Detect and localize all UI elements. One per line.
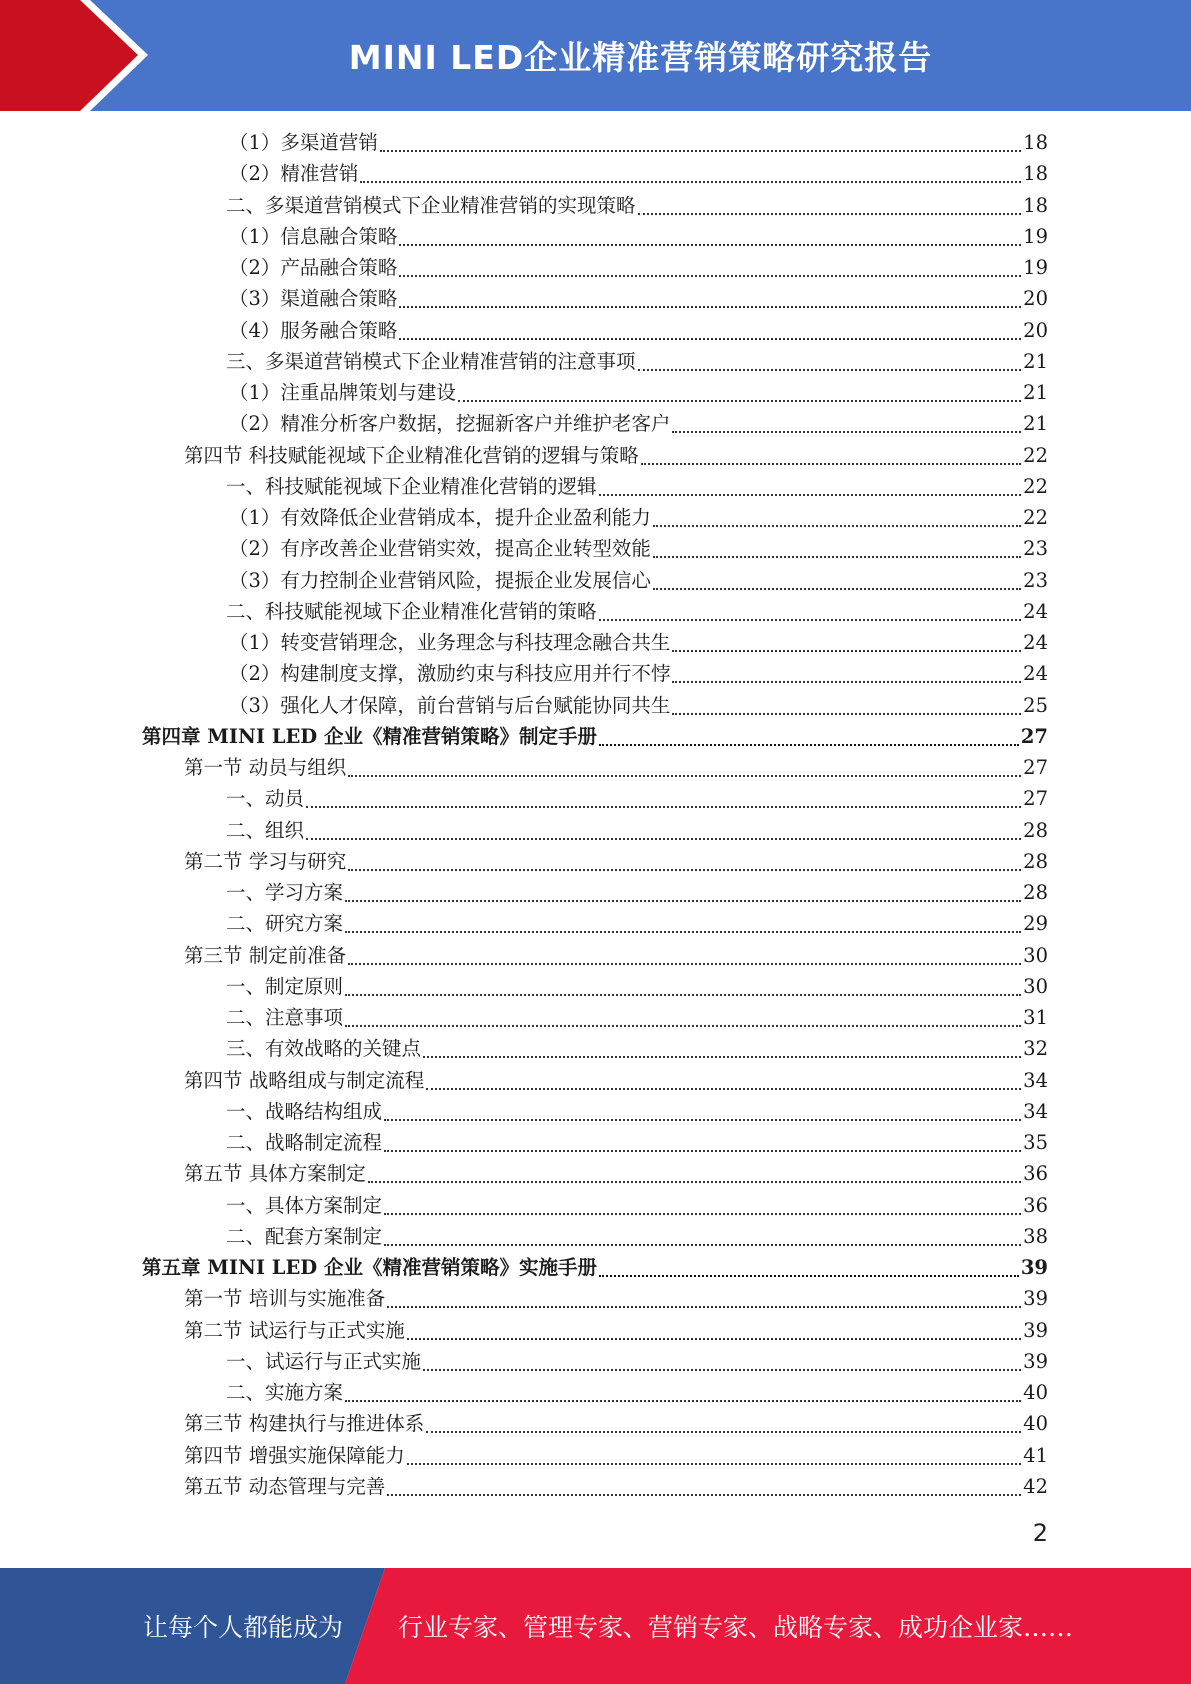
toc-entry-page: 22: [1023, 474, 1048, 498]
toc-dot-leader: [423, 1368, 1021, 1371]
toc-entry-page: 35: [1023, 1131, 1048, 1154]
toc-dot-leader: [599, 493, 1022, 496]
toc-entry-page: 31: [1023, 1006, 1048, 1029]
toc-dot-leader: [407, 1337, 1021, 1340]
report-title: MINI LED企业精准营销策略研究报告: [348, 38, 933, 77]
toc-entry-title: 第五节 具体方案制定: [184, 1162, 366, 1186]
toc-entry-page: 23: [1023, 568, 1048, 592]
toc-entry[interactable]: [229, 690, 1048, 721]
toc-entry[interactable]: [226, 471, 1048, 502]
toc-entry[interactable]: [142, 1252, 1048, 1283]
header-red-arrow: [0, 0, 138, 111]
toc-entry[interactable]: [184, 1408, 1048, 1439]
toc-entry[interactable]: [229, 533, 1048, 564]
toc-entry-page: 21: [1023, 412, 1048, 436]
toc-entry[interactable]: [226, 877, 1048, 908]
toc-dot-leader: [423, 1055, 1021, 1058]
toc-entry-title: 一、具体方案制定: [226, 1193, 383, 1217]
toc-entry[interactable]: [184, 1065, 1048, 1096]
toc-entry-page: 40: [1023, 1381, 1048, 1404]
toc-entry[interactable]: [184, 1315, 1048, 1346]
toc-entry[interactable]: [229, 127, 1048, 158]
toc-entry[interactable]: [229, 408, 1048, 439]
toc-entry-page: 42: [1023, 1474, 1048, 1498]
toc-entry[interactable]: [226, 815, 1048, 846]
toc-entry[interactable]: [229, 158, 1048, 189]
toc-entry-page: 18: [1023, 193, 1048, 217]
toc-entry[interactable]: [184, 1471, 1048, 1502]
toc-entry-title: 三、多渠道营销模式下企业精准营销的注意事项: [226, 349, 636, 373]
toc-entry-page: 30: [1023, 974, 1048, 998]
toc-entry-title: 第四节 战略组成与制定流程: [184, 1068, 425, 1092]
toc-entry-title: 第二节 学习与研究: [184, 849, 347, 873]
toc-entry[interactable]: [184, 846, 1048, 877]
report-header: [0, 0, 1191, 111]
toc-dot-leader: [458, 399, 1021, 402]
toc-entry[interactable]: [226, 1096, 1048, 1127]
toc-dot-leader: [348, 774, 1021, 777]
toc-entry[interactable]: [184, 1158, 1048, 1189]
toc-entry-title: 二、注意事项: [226, 1006, 344, 1029]
toc-entry-title: （2）精准分析客户数据，挖掘新客户并维护老客户: [229, 412, 671, 436]
toc-entry[interactable]: [229, 502, 1048, 533]
toc-dot-leader: [306, 805, 1021, 808]
toc-dot-leader: [672, 680, 1021, 683]
toc-entry-page: 29: [1023, 912, 1048, 936]
report-footer: [0, 1568, 1191, 1684]
toc-entry-title: 二、配套方案制定: [226, 1224, 383, 1248]
toc-dot-leader: [653, 555, 1021, 558]
toc-dot-leader: [638, 368, 1022, 371]
toc-entry-title: 第五节 动态管理与完善: [184, 1474, 386, 1498]
toc-dot-leader: [407, 1462, 1021, 1465]
toc-entry[interactable]: [226, 783, 1048, 814]
toc-entry-page: 21: [1023, 381, 1048, 404]
toc-entry-page: 21: [1023, 349, 1048, 373]
toc-entry-page: 23: [1023, 537, 1048, 561]
toc-entry-title: （4）服务融合策略: [229, 318, 398, 342]
toc-entry-page: 28: [1023, 849, 1048, 873]
toc-dot-leader: [380, 149, 1021, 152]
toc-entry-page: 19: [1023, 256, 1048, 279]
toc-entry-page: 34: [1023, 1099, 1048, 1123]
toc-dot-leader: [641, 462, 1021, 465]
toc-dot-leader: [399, 305, 1021, 308]
toc-dot-leader: [345, 1024, 1021, 1027]
toc-entry[interactable]: [226, 596, 1048, 627]
toc-dot-leader: [672, 712, 1021, 715]
toc-entry[interactable]: [229, 377, 1048, 408]
toc-entry-title: 一、战略结构组成: [226, 1099, 383, 1123]
toc-entry-page: 39: [1023, 1287, 1048, 1311]
toc-entry-page: 19: [1023, 224, 1048, 248]
toc-entry[interactable]: [184, 752, 1048, 783]
toc-entry-page: 22: [1023, 443, 1048, 467]
toc-dot-leader: [653, 524, 1021, 527]
toc-entry-title: （2）构建制度支撑，激励约束与科技应用并行不悖: [229, 662, 671, 686]
toc-entry-title: 二、战略制定流程: [226, 1131, 383, 1154]
toc-dot-leader: [384, 1118, 1021, 1121]
toc-entry-title: （3）有力控制企业营销风险，提振企业发展信心: [229, 568, 651, 592]
toc-entry-page: 27: [1023, 787, 1048, 811]
toc-entry-page: 20: [1023, 318, 1048, 342]
toc-entry[interactable]: [226, 1127, 1048, 1158]
toc-entry-title: 二、多渠道营销模式下企业精准营销的实现策略: [226, 193, 636, 217]
toc-entry-title: 一、动员: [226, 787, 305, 811]
toc-entry[interactable]: [226, 346, 1048, 377]
toc-entry[interactable]: [229, 565, 1048, 596]
toc-dot-leader: [653, 587, 1021, 590]
toc-entry-title: 一、学习方案: [226, 881, 344, 904]
toc-entry[interactable]: [229, 221, 1048, 252]
toc-entry[interactable]: [229, 252, 1048, 283]
toc-entry-title: 二、组织: [226, 818, 305, 842]
toc-dot-leader: [345, 1399, 1021, 1402]
toc-dot-leader: [345, 993, 1021, 996]
toc-entry-title: 二、科技赋能视域下企业精准化营销的策略: [226, 599, 597, 623]
toc-dot-leader: [345, 899, 1021, 902]
toc-entry-title: 二、实施方案: [226, 1381, 344, 1404]
toc-entry[interactable]: [226, 1002, 1048, 1033]
toc-entry-page: 41: [1023, 1443, 1048, 1467]
toc-entry-page: 24: [1023, 599, 1048, 623]
toc-entry-page: 25: [1023, 693, 1048, 717]
toc-entry-title: 第五章 MINI LED 企业《精准营销策略》实施手册: [142, 1256, 598, 1279]
toc-entry-page: 18: [1023, 162, 1048, 186]
toc-entry-page: 39: [1020, 1256, 1048, 1279]
toc-entry-page: 22: [1023, 506, 1048, 529]
toc-entry-title: 二、研究方案: [226, 912, 344, 936]
toc-dot-leader: [360, 180, 1021, 183]
toc-entry-title: （1）注重品牌策划与建设: [229, 381, 456, 404]
toc-entry-page: 24: [1023, 662, 1048, 686]
toc-dot-leader: [387, 1493, 1021, 1496]
toc-dot-leader: [672, 649, 1021, 652]
toc-dot-leader: [368, 1180, 1021, 1183]
toc-entry[interactable]: [226, 1346, 1048, 1377]
toc-entry-page: 39: [1023, 1349, 1048, 1373]
toc-dot-leader: [348, 868, 1021, 871]
toc-entry[interactable]: [184, 440, 1048, 471]
toc-entry-title: 第二节 试运行与正式实施: [184, 1318, 405, 1342]
toc-dot-leader: [384, 1212, 1021, 1215]
toc-entry-title: （3）渠道融合策略: [229, 287, 398, 311]
toc-entry[interactable]: [226, 1033, 1048, 1064]
toc-entry-page: 27: [1020, 724, 1048, 748]
toc-entry[interactable]: [226, 971, 1048, 1002]
toc-dot-leader: [672, 430, 1021, 433]
toc-entry-title: （1）信息融合策略: [229, 224, 398, 248]
toc-entry[interactable]: [229, 315, 1048, 346]
toc-entry-page: 28: [1023, 881, 1048, 904]
toc-entry-page: 40: [1023, 1412, 1048, 1436]
toc-entry-page: 30: [1023, 943, 1048, 967]
toc-dot-leader: [599, 618, 1022, 621]
toc-dot-leader: [399, 274, 1021, 277]
toc-entry-title: 第四节 增强实施保障能力: [184, 1443, 405, 1467]
toc-dot-leader: [426, 1430, 1021, 1433]
toc-entry[interactable]: [229, 627, 1048, 658]
toc-entry-title: （1）转变营销理念，业务理念与科技理念融合共生: [229, 631, 671, 654]
toc-entry[interactable]: [226, 908, 1048, 939]
toc-entry[interactable]: [229, 283, 1048, 314]
toc-entry[interactable]: [142, 721, 1048, 752]
toc-entry[interactable]: [184, 940, 1048, 971]
toc-dot-leader: [638, 212, 1022, 215]
toc-entry-page: 39: [1023, 1318, 1048, 1342]
toc-entry-title: （2）产品融合策略: [229, 256, 398, 279]
toc-entry-title: （2）精准营销: [229, 162, 359, 186]
toc-dot-leader: [426, 1087, 1021, 1090]
toc-entry-title: （2）有序改善企业营销实效，提高企业转型效能: [229, 537, 651, 561]
toc-entry[interactable]: [226, 1190, 1048, 1221]
toc-entry-title: 第一节 培训与实施准备: [184, 1287, 386, 1311]
toc-entry-title: 第三节 构建执行与推进体系: [184, 1412, 425, 1436]
toc-dot-leader: [399, 243, 1021, 246]
toc-entry-page: 20: [1023, 287, 1048, 311]
toc-entry-title: （1）有效降低企业营销成本，提升企业盈利能力: [229, 506, 651, 529]
toc-dot-leader: [399, 337, 1021, 340]
toc-entry-page: 34: [1023, 1068, 1048, 1092]
toc-entry-title: （3）强化人才保障，前台营销与后台赋能协同共生: [229, 693, 671, 717]
toc-dot-leader: [384, 1149, 1021, 1152]
toc-entry-title: （1）多渠道营销: [229, 131, 378, 154]
toc-dot-leader: [599, 1274, 1019, 1277]
toc-entry-page: 24: [1023, 631, 1048, 654]
toc-entry-title: 一、科技赋能视域下企业精准化营销的逻辑: [226, 474, 597, 498]
toc-entry[interactable]: [226, 1221, 1048, 1252]
toc-entry-title: 第三节 制定前准备: [184, 943, 347, 967]
toc-entry[interactable]: [184, 1440, 1048, 1471]
toc-entry-title: 一、制定原则: [226, 974, 344, 998]
toc-entry-page: 36: [1023, 1193, 1048, 1217]
toc-entry-title: 一、试运行与正式实施: [226, 1349, 422, 1373]
toc-dot-leader: [387, 1305, 1021, 1308]
page-number: 2: [1032, 1519, 1048, 1547]
footer-slogan-right: 行业专家、管理专家、营销专家、战略专家、成功企业家……: [398, 1613, 1074, 1642]
toc-entry-title: 第一节 动员与组织: [184, 756, 347, 779]
toc-entry-page: 36: [1023, 1162, 1048, 1186]
toc-entry-page: 28: [1023, 818, 1048, 842]
toc-dot-leader: [306, 837, 1021, 840]
toc-entry-title: 第四节 科技赋能视域下企业精准化营销的逻辑与策略: [184, 443, 639, 467]
toc-entry[interactable]: [184, 1283, 1048, 1314]
toc-entry[interactable]: [226, 190, 1048, 221]
footer-slogan-left: 让每个人都能成为: [143, 1613, 344, 1642]
toc-entry[interactable]: [229, 658, 1048, 689]
toc-dot-leader: [348, 962, 1021, 965]
toc-entry-title: 第四章 MINI LED 企业《精准营销策略》制定手册: [142, 724, 598, 748]
toc-entry-page: 18: [1023, 131, 1048, 154]
toc-entry-page: 38: [1023, 1224, 1048, 1248]
toc-entry-page: 27: [1023, 756, 1048, 779]
toc-dot-leader: [384, 1243, 1021, 1246]
toc-entry-title: 三、有效战略的关键点: [226, 1037, 422, 1061]
toc-dot-leader: [599, 743, 1019, 746]
toc-dot-leader: [345, 930, 1021, 933]
toc-entry-page: 32: [1023, 1037, 1048, 1061]
toc-entry[interactable]: [226, 1377, 1048, 1408]
